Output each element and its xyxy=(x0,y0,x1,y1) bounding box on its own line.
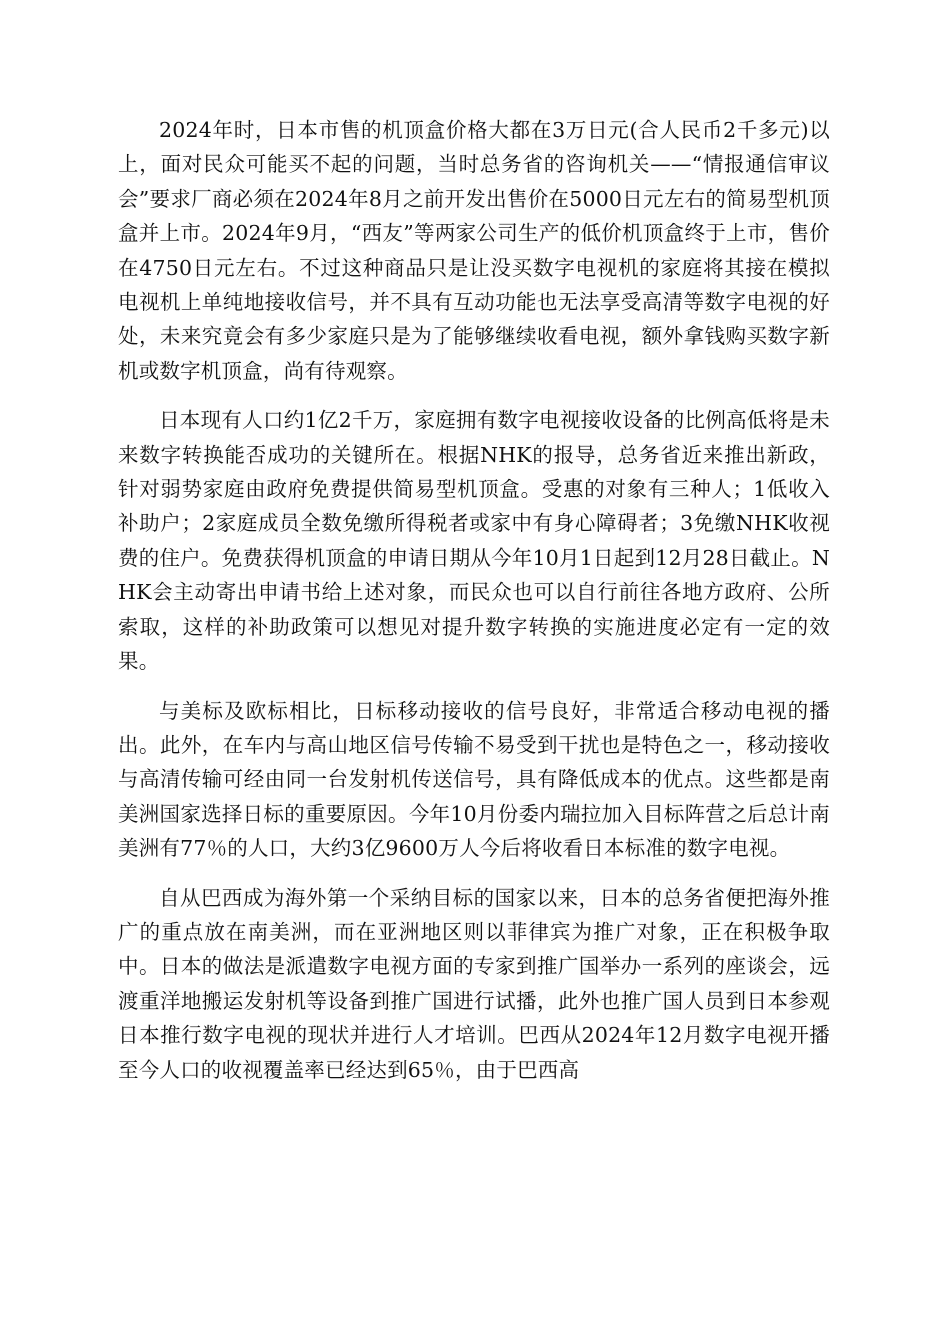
paragraph-set-top-box-prices: 2024年时，日本市售的机顶盒价格大都在3万日元(合人民币2千多元)以上，面对民众可能买不起的问题，当时总务省的咨询机关——“情报通信审议会”要求厂商必须在2024年8月之前开发出售价在5000日元左右的简易型机顶盒并上市。2024年9月，“西友”等两家公司生产的低价机顶盒终于上市，售价在4750日元左右。不过这种商品只是让没买数字电视机的家庭将其接在模拟电视机上单纯地接收信号，并不具有互动功能也无法享受高清等数字电视的好处，未来究竟会有多少家庭只是为了能够继续收看电视，额外拿钱购买数字新机或数字机顶盒，尚有待观察。 xyxy=(118,118,830,383)
paragraph-isdb-advantages: 与美标及欧标相比，日标移动接收的信号良好，非常适合移动电视的播出。此外，在车内与高山地区信号传输不易受到干扰也是特色之一，移动接收与高清传输可经由同一台发射机传送信号，具有降低成本的优点。这些都是南美洲国家选择日标的重要原因。今年10月份委内瑞拉加入目标阵营之后总计南美洲有77％的人口，大约3亿9600万人今后将收看日本标准的数字电视。 xyxy=(118,698,830,861)
paragraph-overseas-promotion: 自从巴西成为海外第一个采纳目标的国家以来，日本的总务省便把海外推广的重点放在南美洲，而在亚洲地区则以菲律宾为推广对象，正在积极争取中。日本的做法是派遣数字电视方面的专家到推广国举办一系列的座谈会，远渡重洋地搬运发射机等设备到推广国进行试播，此外也推广国人员到日本参观日本推行数字电视的现状并进行人才培训。巴西从2024年12月数字电视开播至今人口的收视覆盖率已经达到65％，由于巴西高 xyxy=(118,885,830,1082)
document-page xyxy=(118,113,830,1087)
paragraph-free-set-top-box-policy: 日本现有人口约1亿2千万，家庭拥有数字电视接收设备的比例高低将是未来数字转换能否成功的关键所在。根据NHK的报导，总务省近来推出新政，针对弱势家庭由政府免费提供简易型机顶盒。受惠的对象有三种人；1低收入补助户；2家庭成员全数免缴所得税者或家中有身心障碍者；3免缴NHK收视费的住户。免费获得机顶盒的申请日期从今年10月1日起到12月28日截止。NHK会主动寄出申请书给上述对象，而民众也可以自行前往各地方政府、公所索取，这样的补助政策可以想见对提升数字转换的实施进度必定有一定的效果。 xyxy=(118,408,830,674)
